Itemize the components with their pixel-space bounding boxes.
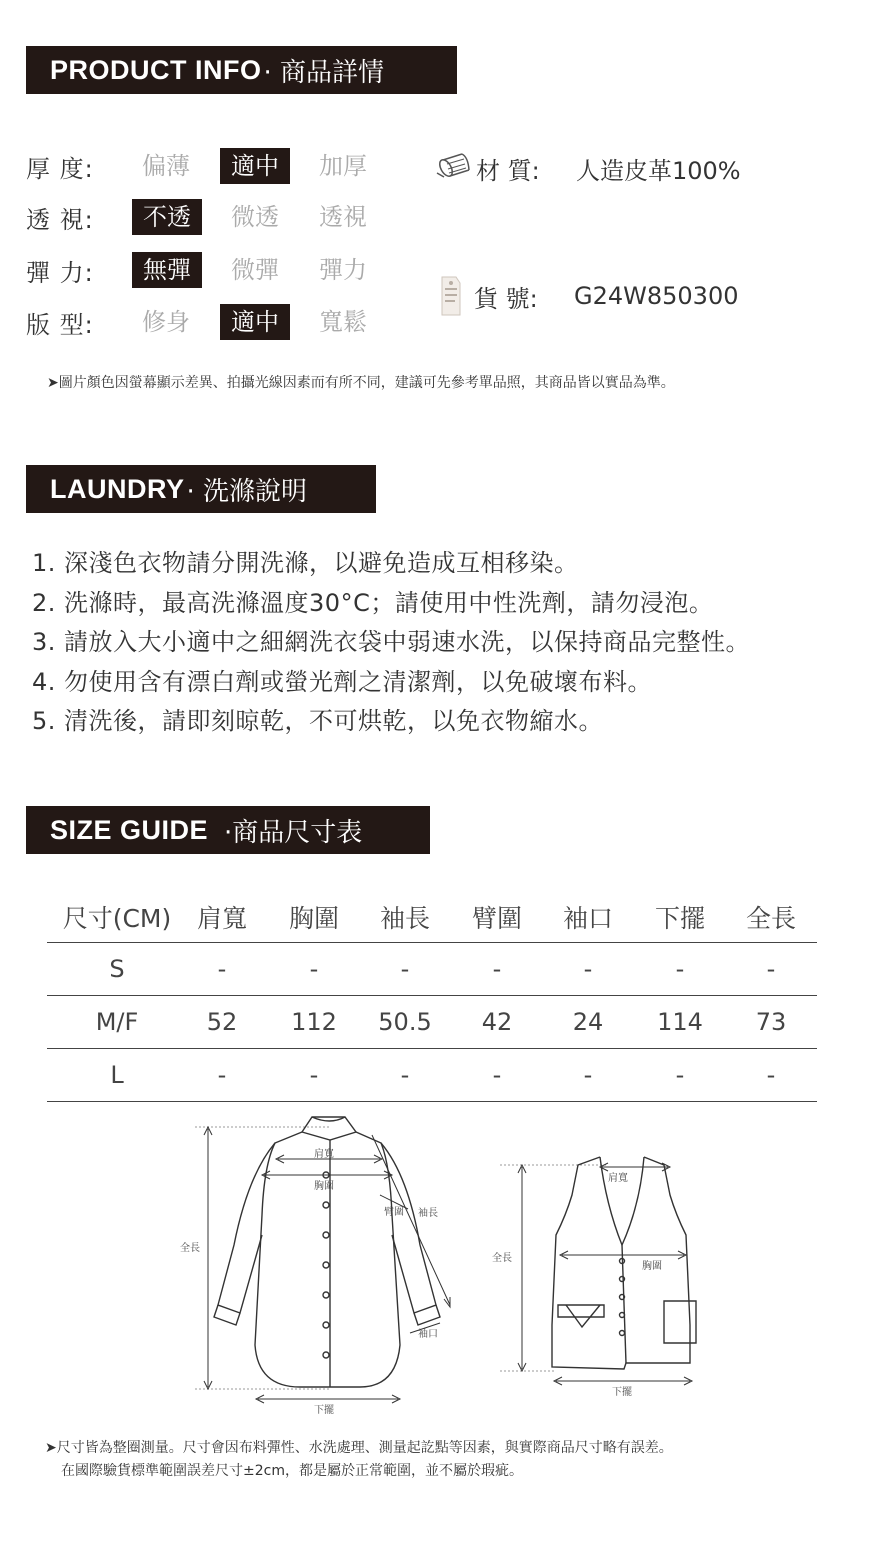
size-value-cell: - — [675, 1061, 685, 1089]
size-value-cell: 73 — [755, 1008, 787, 1036]
size-value-cell: - — [217, 955, 227, 983]
size-label-cell: M/F — [95, 1008, 139, 1036]
laundry-title-zh: · 洗滌說明 — [186, 476, 308, 507]
size-value-cell: 112 — [291, 1008, 337, 1036]
attribute-label: 透 視: — [26, 205, 94, 234]
size-table-header-cell: 下擺 — [654, 904, 705, 933]
attribute-row-fit — [26, 304, 132, 340]
size-value-cell: - — [492, 1061, 502, 1089]
size-table-header-cell: 尺寸(CM) — [62, 904, 172, 933]
attribute-option: 彈力 — [319, 256, 367, 284]
tag-icon — [440, 275, 462, 317]
size-value-cell: - — [583, 1061, 593, 1089]
size-value-cell: - — [309, 955, 319, 983]
shirt-hem-label: 下擺 — [314, 1405, 334, 1416]
size-table-header-cell: 肩寬 — [196, 904, 247, 933]
vest-shoulder-label: 肩寬 — [608, 1173, 628, 1184]
color-disclaimer: ➤圖片顏色因螢幕顯示差異、拍攝光線因素而有所不同，建議可先參考單品照，其商品皆以實品為準。 — [47, 375, 675, 391]
size-value-cell: - — [766, 1061, 776, 1089]
attribute-option-selected: 無彈 — [132, 252, 202, 288]
shirt-arm-label: 臂圍 — [384, 1207, 404, 1218]
size-table-header-row — [47, 892, 817, 943]
material-value: 人造皮革100% — [576, 156, 741, 185]
size-footnote-1: ➤尺寸皆為整圈測量。尺寸會因布料彈性、水洗處理、測量起訖點等因素，與實際商品尺寸略有誤差。 — [45, 1440, 673, 1456]
size-label-cell: S — [109, 955, 125, 983]
size-footnote-2: 在國際驗貨標準範圍誤差尺寸±2cm，都是屬於正常範圍，並不屬於瑕疵。 — [61, 1463, 523, 1479]
size-guide-header — [26, 806, 430, 854]
size-guide-title-en: SIZE GUIDE — [50, 814, 209, 845]
size-value-cell: 52 — [206, 1008, 238, 1036]
attribute-row-thickness — [26, 148, 132, 184]
laundry-item: 1. 深淺色衣物請分開洗滌，以避免造成互相移染。 — [32, 549, 579, 577]
size-value-cell: - — [400, 1061, 410, 1089]
size-table-row — [47, 943, 817, 996]
attribute-option-selected: 不透 — [132, 199, 202, 235]
laundry-header — [26, 465, 376, 513]
size-value-cell: 50.5 — [378, 1008, 432, 1036]
fabric-roll-icon — [434, 153, 472, 183]
size-value-cell: - — [583, 955, 593, 983]
laundry-item: 4. 勿使用含有漂白劑或螢光劑之清潔劑，以免破壞布料。 — [32, 668, 653, 696]
material-line — [434, 150, 741, 186]
product-info-header — [26, 46, 457, 94]
shirt-shoulder-label: 肩寬 — [314, 1149, 334, 1160]
shirt-sleeve-label: 袖長 — [418, 1208, 438, 1219]
attribute-row-elasticity — [26, 252, 132, 288]
size-value-cell: - — [217, 1061, 227, 1089]
laundry-item: 3. 請放入大小適中之細網洗衣袋中弱速水洗，以保持商品完整性。 — [32, 628, 751, 656]
attribute-option: 偏薄 — [142, 152, 190, 180]
item-number-line — [440, 278, 738, 314]
item-number-label: 貨 號: — [474, 284, 538, 313]
size-table-row — [47, 996, 817, 1049]
shirt-cuff-label: 袖口 — [418, 1329, 438, 1340]
measurement-diagram — [0, 1105, 875, 1425]
size-value-cell: - — [400, 955, 410, 983]
product-info-title-en: PRODUCT INFO — [50, 54, 262, 85]
size-table-row — [47, 1049, 817, 1102]
attribute-label: 版 型: — [26, 310, 94, 339]
attribute-label: 厚 度: — [26, 154, 94, 183]
size-table-header-cell: 臂圍 — [471, 904, 522, 933]
attribute-option: 修身 — [142, 308, 190, 336]
attribute-option: 微透 — [231, 203, 279, 231]
laundry-item: 5. 清洗後，請即刻晾乾，不可烘乾，以免衣物縮水。 — [32, 707, 604, 735]
size-table — [47, 892, 817, 1102]
attribute-option: 加厚 — [319, 152, 367, 180]
size-label-cell: L — [110, 1061, 124, 1089]
size-value-cell: - — [675, 955, 685, 983]
attribute-row-transparency — [26, 199, 132, 235]
size-value-cell: 24 — [572, 1008, 604, 1036]
laundry-item: 2. 洗滌時，最高洗滌溫度30°C；請使用中性洗劑，請勿浸泡。 — [32, 589, 714, 617]
product-info-title-zh: · 商品詳情 — [263, 57, 385, 88]
attribute-option: 寬鬆 — [319, 308, 367, 336]
size-value-cell: - — [766, 955, 776, 983]
size-table-header-cell: 胸圍 — [288, 904, 339, 933]
vest-diagram — [500, 1157, 696, 1385]
shirt-length-label: 全長 — [180, 1243, 200, 1254]
size-guide-title-zh: ·商品尺寸表 — [224, 817, 363, 848]
material-label: 材 質: — [476, 156, 540, 185]
item-number-value: G24W850300 — [574, 282, 739, 310]
attribute-option-selected: 適中 — [220, 304, 290, 340]
shirt-chest-label: 胸圍 — [314, 1181, 334, 1192]
size-table-header-cell: 袖長 — [379, 904, 430, 933]
vest-length-label: 全長 — [492, 1253, 512, 1264]
size-value-cell: 42 — [481, 1008, 513, 1036]
size-value-cell: 114 — [657, 1008, 703, 1036]
attribute-option-selected: 適中 — [220, 148, 290, 184]
vest-chest-label: 胸圍 — [642, 1261, 662, 1272]
size-value-cell: - — [309, 1061, 319, 1089]
laundry-title-en: LAUNDRY — [50, 473, 185, 504]
size-table-header-cell: 袖口 — [562, 904, 613, 933]
attribute-label: 彈 力: — [26, 258, 94, 287]
attribute-option: 微彈 — [231, 256, 279, 284]
size-value-cell: - — [492, 955, 502, 983]
attribute-option: 透視 — [319, 203, 367, 231]
vest-hem-label: 下擺 — [612, 1387, 632, 1398]
size-table-header-cell: 全長 — [745, 904, 796, 933]
